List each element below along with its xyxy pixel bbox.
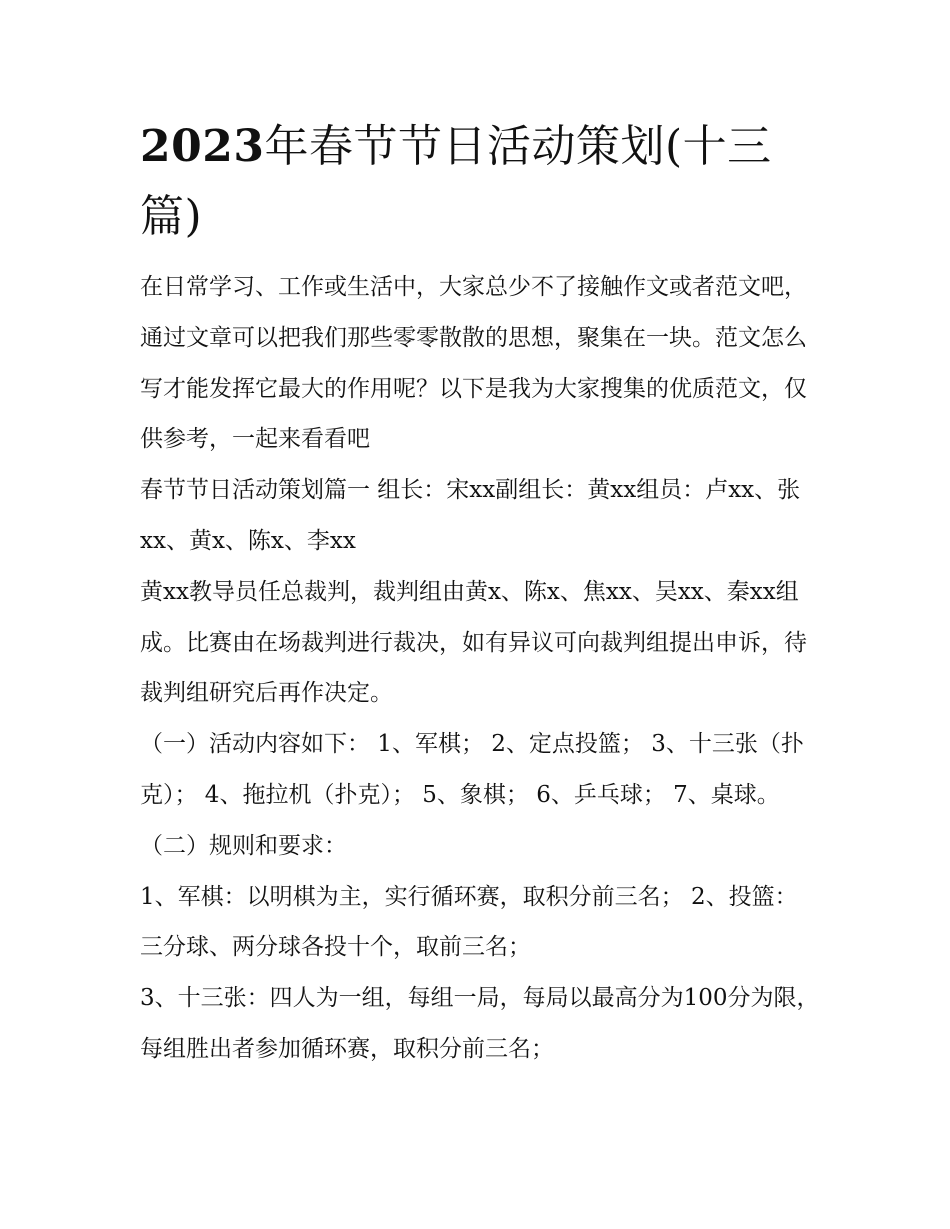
document-body (140, 112, 820, 1075)
rules-paragraph-1: 1、军棋：以明棋为主，实行循环赛，取积分前三名； 2、投篮：三分球、两分球各投十个，取前三名； (140, 883, 798, 961)
rules-paragraph-2: 3、十三张：四人为一组，每组一局，每局以最高分为100分为限，每组胜出者参加循环赛，取积分前三名； (140, 985, 820, 1062)
title-year: 2023 (140, 121, 265, 172)
title-text: 年春节节日活动策划(十三篇) (140, 121, 772, 242)
document-title (140, 112, 820, 252)
referee-paragraph: 黄xx教导员任总裁判，裁判组由黄x、陈x、焦xx、吴xx、秦xx组成。比赛由在场裁判进行裁决，如有异议可向裁判组提出申诉，待裁判组研究后再作决定。 (140, 578, 807, 707)
activities-paragraph: （一）活动内容如下： 1、军棋； 2、定点投篮； 3、十三张（扑克）； 4、拖拉机（扑克）； 5、象棋； 6、乒乓球； 7、桌球。 （二）规则和要求： (140, 731, 804, 859)
organizer-paragraph: 春节节日活动策划篇一 组长：宋xx副组长：黄xx组员：卢xx、张xx、黄x、陈x、李xx (140, 477, 801, 554)
intro-paragraph: 在日常学习、工作或生活中，大家总少不了接触作文或者范文吧，通过文章可以把我们那些零零散散的思想，聚集在一块。范文怎么写才能发挥它最大的作用呢？以下是我为大家搜集的优质范文，仅供参考，一起来看看吧 (140, 274, 807, 453)
